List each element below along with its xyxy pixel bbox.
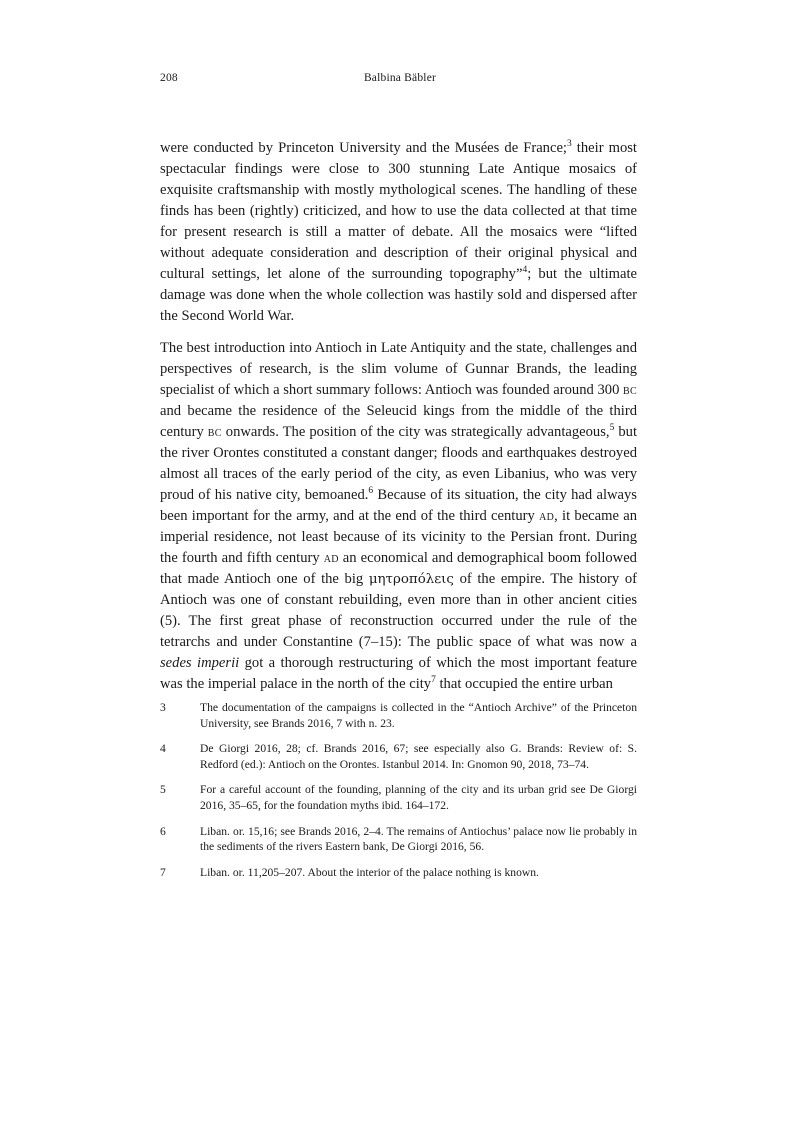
greek-term: μητροπόλεις <box>368 572 454 587</box>
footnote-text: Liban. or. 15,16; see Brands 2016, 2–4. The remains of Antiochus’ palace now lie probably in the sediments of the rivers Eastern bank, De Giorgi 2016, 56. <box>200 824 637 854</box>
small-caps-run: ad <box>323 550 339 566</box>
footnote-marker[interactable]: 3 <box>567 139 572 150</box>
paragraph-1: were conducted by Princeton University and the Musées de France;$^3$ their most spectacular findings were close to 300 stunning Late Antique mosaics of exquisite craftsmanship with mostly mythological scenes. The handling of these finds has been (rightly) criticized, and how to use the data collected at that time for present research is still a matter of debate. All the mosaics were “lifted without adequate consideration and description of their original physical and cultural settings, let alone of the surrounding topography”$^4$; but the ultimate damage was done when the whole collection was hastily sold and dispersed after the Second World War. <box>160 139 637 324</box>
footnote <box>160 741 637 772</box>
small-caps-run: ad <box>539 508 555 524</box>
small-caps-run: bc <box>207 424 222 440</box>
footnote-text: The documentation of the campaigns is collected in the “Antioch Archive” of the Princeton University, see Brands 2016, 7 with n. 23. <box>200 701 637 730</box>
footnote-marker[interactable]: 4 <box>522 265 528 276</box>
footnotes-section <box>160 700 637 890</box>
footnote-text: Liban. or. 11,205–207. About the interior of the palace nothing is known. <box>200 865 539 879</box>
footnote-number: 3 <box>160 701 166 714</box>
paragraph-2: The best introduction into Antioch in Late Antiquity and the state, challenges and perspectives of research, is the slim volume of Gunnar Brands, the leading specialist of which a short summary follows: Antioch was founded around 300 bc and became the residence of the Seleucid kings from the middle of the third century bc onwards. The position of the city was strategically advantageous,$^5$ but the river Orontes constituted a constant danger; floods and earthquakes destroyed almost all traces of the early period of the city, as even Libanius, who was very proud of his native city, bemoaned.$^6$ Because of its situation, the city had always been important for the army, and at the end of the third century ad, it became an imperial residence, not least because of its vicinity to the Persian front. During the fourth and fifth century ad an economical and demographical boom followed that made Antioch one of the big μητροπόλεις of the empire. The history of Antioch was one of constant rebuilding, even more than in other ancient cities (5). The first great phase of reconstruction occurred under the rule of the tetrarchs and under Constantine (7–15): The public space of what was now a sedes imperii got a thorough restructuring of which the most important feature was the imperial palace in the north of the city$^7$ that occupied the entire urban <box>160 340 637 692</box>
footnote-text: For a careful account of the founding, planning of the city and its urban grid see De Giorgi 2016, 35–65, for the foundation myths ibid. 164–172. <box>200 783 637 812</box>
small-caps-run: bc <box>623 382 637 398</box>
footnote-marker[interactable]: 7 <box>431 675 436 686</box>
running-title: Balbina Bäbler <box>363 72 437 84</box>
footnote <box>160 824 637 855</box>
footnote-text: De Giorgi 2016, 28; cf. Brands 2016, 67; see especially also G. Brands: Review of: S. Redford (ed.): Antioch on the Orontes. Istanbul 2014. In: Gnomon 90, 2018, 73–74. <box>200 742 637 771</box>
folio-number: 208 <box>160 72 178 84</box>
footnote-number: 5 <box>160 783 166 797</box>
body-text <box>160 138 637 695</box>
footnote-number: 6 <box>160 824 166 838</box>
footnote <box>160 865 637 881</box>
footnote <box>160 782 637 813</box>
footnote-number: 4 <box>160 742 166 756</box>
footnote-number: 7 <box>160 865 166 879</box>
footnote <box>160 700 637 731</box>
page-header <box>160 72 640 88</box>
footnote-marker[interactable]: 5 <box>609 423 615 434</box>
italic-run: sedes imperii <box>160 655 240 671</box>
footnote-marker[interactable]: 6 <box>368 486 374 497</box>
